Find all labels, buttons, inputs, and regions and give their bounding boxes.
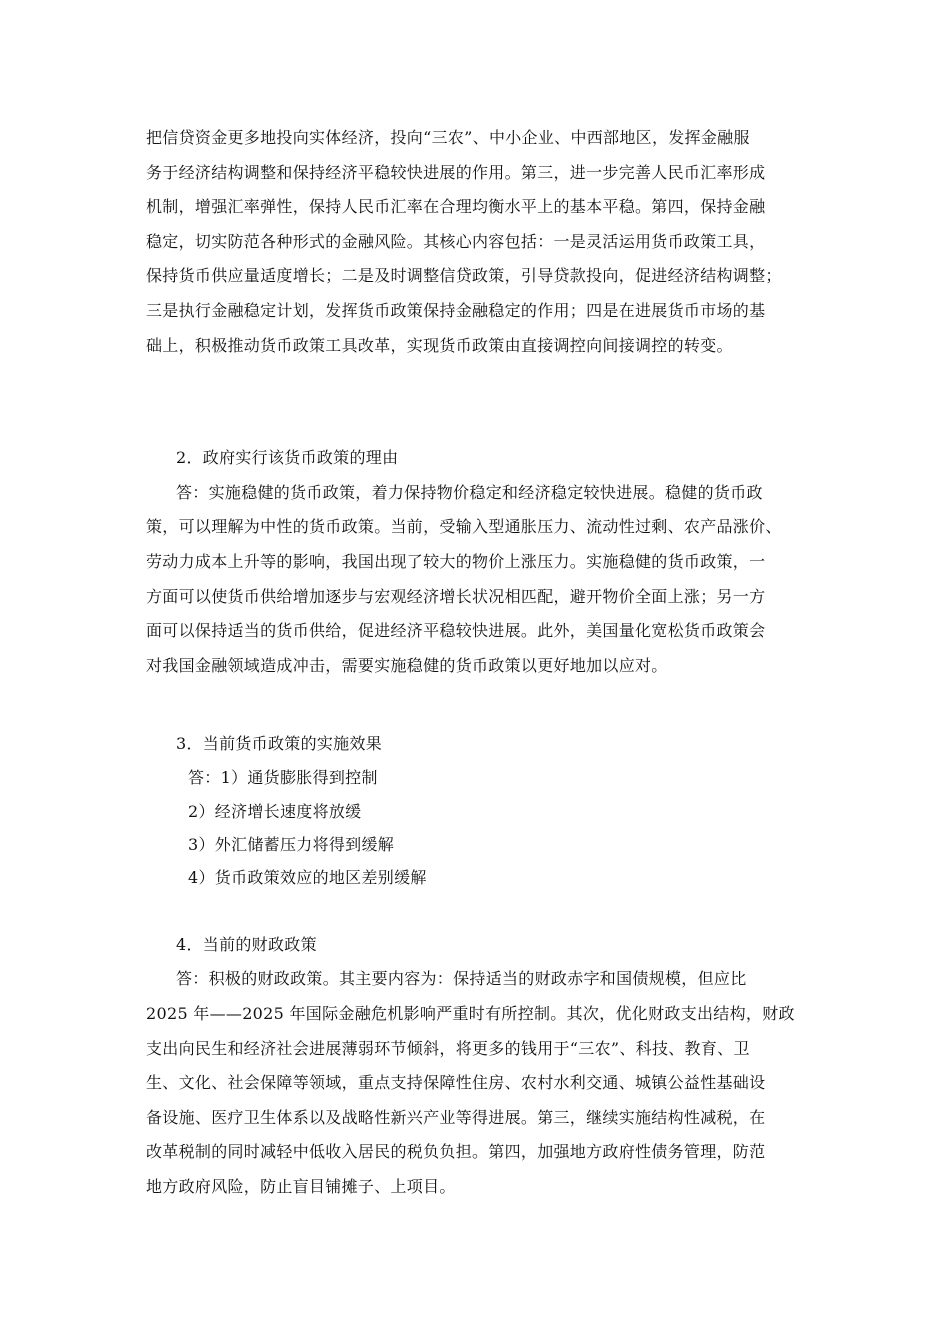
- paragraph-line: 策，可以理解为中性的货币政策。当前，受输入型通胀压力、流动性过剩、农产品涨价、: [146, 517, 782, 536]
- paragraph-line: 答：积极的财政政策。其主要内容为：保持适当的财政赤字和国债规模，但应比: [176, 969, 747, 988]
- list-item: 4）货币政策效应的地区差别缓解: [188, 868, 427, 887]
- paragraph-line: 劳动力成本上升等的影响，我国出现了较大的物价上涨压力。实施稳健的货币政策，一: [146, 552, 766, 571]
- paragraph-line: 务于经济结构调整和保持经济平稳较快进展的作用。第三，进一步完善人民币汇率形成: [146, 163, 766, 182]
- list-item: 答：1）通货膨胀得到控制: [188, 768, 378, 787]
- paragraph-line: 方面可以使货币供给增加逐步与宏观经济增长状况相匹配，避开物价全面上涨；另一方: [146, 587, 766, 606]
- paragraph-line: 面可以保持适当的货币供给，促进经济平稳较快进展。此外，美国量化宽松货币政策会: [146, 621, 766, 640]
- list-item: 2）经济增长速度将放缓: [188, 802, 362, 821]
- paragraph-line: 改革税制的同时减轻中低收入居民的税负负担。第四，加强地方政府性债务管理，防范: [146, 1142, 766, 1161]
- paragraph-line: 保持货币供应量适度增长；二是及时调整信贷政策，引导贷款投向，促进经济结构调整；: [146, 266, 782, 285]
- paragraph-line: 机制，增强汇率弹性，保持人民币汇率在合理均衡水平上的基本平稳。第四，保持金融: [146, 197, 766, 216]
- paragraph-line: 答：实施稳健的货币政策，着力保持物价稳定和经济稳定较快进展。稳健的货币政: [176, 483, 763, 502]
- paragraph-line: 三是执行金融稳定计划，发挥货币政策保持金融稳定的作用；四是在进展货币市场的基: [146, 301, 766, 320]
- paragraph-line: 生、文化、社会保障等领域，重点支持保障性住房、农村水利交通、城镇公益性基础设: [146, 1073, 766, 1092]
- paragraph-line: 备设施、医疗卫生体系以及战略性新兴产业等得进展。第三，继续实施结构性减税，在: [146, 1108, 766, 1127]
- section-heading: 4．当前的财政政策: [176, 935, 317, 954]
- list-item: 3）外汇储蓄压力将得到缓解: [188, 835, 395, 854]
- section-heading: 2．政府实行该货币政策的理由: [176, 448, 399, 467]
- paragraph-line: 础上，积极推动货币政策工具改革，实现货币政策由直接调控向间接调控的转变。: [146, 336, 733, 355]
- paragraph-line: 支出向民生和经济社会进展薄弱环节倾斜，将更多的钱用于“三农”、科技、教育、卫: [146, 1039, 750, 1058]
- paragraph-line: 把信贷资金更多地投向实体经济，投向“三农”、中小企业、中西部地区，发挥金融服: [146, 128, 750, 147]
- section-heading: 3．当前货币政策的实施效果: [176, 734, 383, 753]
- paragraph-line: 地方政府风险，防止盲目铺摊子、上项目。: [146, 1177, 456, 1196]
- paragraph-line: 稳定，切实防范各种形式的金融风险。其核心内容包括：一是灵活运用货币政策工具，: [146, 232, 766, 251]
- paragraph-line: 对我国金融领域造成冲击，需要实施稳健的货币政策以更好地加以应对。: [146, 656, 668, 675]
- paragraph-line: 2025 年——2025 年国际金融危机影响严重时有所控制。其次，优化财政支出结构，财政: [146, 1004, 795, 1023]
